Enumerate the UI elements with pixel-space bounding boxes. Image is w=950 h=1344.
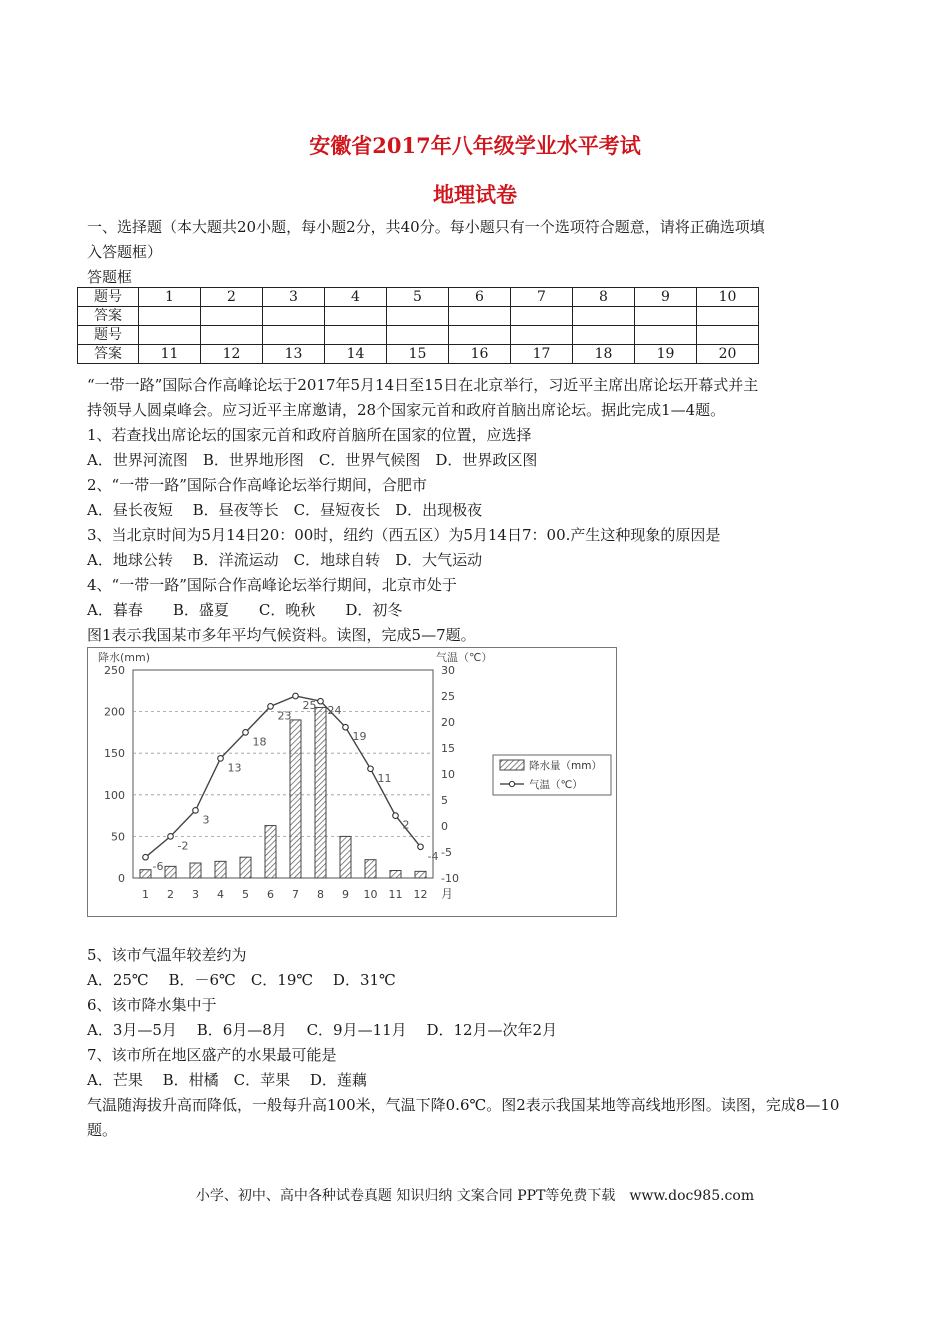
- answer-table-cell: [325, 307, 387, 326]
- question-1-options: A．世界河流图 B．世界地形图 C．世界气候图 D．世界政区图: [87, 451, 538, 469]
- left-tick-label: 50: [111, 830, 125, 844]
- answer-table-row-header: 答案: [78, 345, 139, 364]
- left-tick-label: 0: [118, 872, 125, 885]
- x-tick-label: 3: [192, 888, 199, 901]
- question-4-options: A．暮春 B．盛夏 C．晚秋 D．初冬: [87, 601, 403, 619]
- x-tick-label: 7: [292, 888, 299, 901]
- x-tick-label: 11: [388, 888, 403, 901]
- answer-table-cell: 18: [573, 345, 635, 364]
- exam-subtitle: 地理试卷: [433, 182, 517, 207]
- section-instructions-line1: 一、选择题（本大题共20小题，每小题2分，共40分。每小题只有一个选项符合题意，请将正确选项填: [87, 218, 765, 236]
- temperature-data-label: 13: [227, 761, 242, 775]
- answer-table-cell: [139, 307, 201, 326]
- precip-bar: [390, 871, 401, 878]
- answer-table-row: [78, 288, 759, 307]
- answer-table-row-header: 题号: [78, 288, 139, 307]
- right-tick-label: -5: [441, 846, 452, 859]
- temperature-point: [218, 756, 224, 762]
- climate-chart: [87, 647, 617, 917]
- answer-table-cell: [511, 307, 573, 326]
- legend-line-marker: [509, 781, 514, 786]
- answer-table-row: [78, 326, 759, 345]
- question-3-stem: 3、当北京时间为5月14日20：00时，纽约（西五区）为5月14日7：00.产生这种现象的原因是: [87, 526, 721, 544]
- temperature-point: [343, 724, 349, 730]
- answer-table-cell: [573, 307, 635, 326]
- left-tick-label: 150: [104, 747, 125, 761]
- temperature-data-label: 25: [302, 699, 317, 712]
- right-tick-label: 5: [441, 794, 448, 807]
- left-axis-label: 降水(mm): [98, 651, 151, 664]
- answer-table-cell: [325, 326, 387, 345]
- precip-bar: [340, 836, 351, 878]
- precip-bar: [140, 870, 151, 878]
- precip-bar: [215, 861, 226, 878]
- temperature-data-label: 2: [402, 818, 410, 832]
- answer-table-cell: 8: [573, 288, 635, 307]
- answer-table-cell: [449, 326, 511, 345]
- answer-table-cell: 10: [697, 288, 759, 307]
- answer-table-cell: [511, 326, 573, 345]
- temperature-data-label: 23: [277, 709, 292, 723]
- question-7-stem: 7、该市所在地区盛产的水果最可能是: [87, 1046, 337, 1064]
- right-tick-label: 20: [441, 716, 455, 729]
- answer-table-cell: 3: [263, 288, 325, 307]
- temperature-point: [318, 698, 324, 704]
- question-6-stem: 6、该市降水集中于: [87, 996, 217, 1014]
- temperature-data-label: 3: [202, 813, 210, 827]
- x-tick-label: 4: [217, 888, 224, 901]
- question-4-stem: 4、“一带一路”国际合作高峰论坛举行期间，北京市处于: [87, 576, 457, 594]
- temperature-point: [418, 844, 424, 850]
- temperature-data-label: 11: [377, 771, 392, 785]
- temperature-data-label: 24: [327, 704, 342, 718]
- figure1-intro: 图1表示我国某市多年平均气候资料。读图，完成5—7题。: [87, 626, 476, 644]
- temperature-data-label: -6: [152, 860, 164, 874]
- left-tick-label: 250: [104, 664, 125, 677]
- question-5-options: A．25℃ B．－6℃ C．19℃ D．31℃: [87, 971, 396, 989]
- answer-table: [77, 287, 759, 364]
- question-2-stem: 2、“一带一路”国际合作高峰论坛举行期间，合肥市: [87, 476, 427, 494]
- x-tick-label: 9: [342, 888, 349, 901]
- answer-table-cell: 12: [201, 345, 263, 364]
- answer-table-cell: [387, 326, 449, 345]
- answer-table-cell: 2: [201, 288, 263, 307]
- right-tick-label: 0: [441, 820, 448, 833]
- answer-table-cell: [263, 307, 325, 326]
- legend-bar-swatch: [500, 760, 524, 770]
- temperature-data-label: -4: [427, 849, 439, 863]
- answer-table-cell: 1: [139, 288, 201, 307]
- temperature-point: [193, 808, 199, 814]
- precip-bar: [290, 720, 301, 878]
- answer-table-cell: [697, 307, 759, 326]
- x-tick-label: 2: [167, 888, 174, 901]
- x-tick-label: 6: [267, 888, 274, 901]
- answer-table-row-header: 题号: [78, 326, 139, 345]
- left-tick-label: 200: [104, 705, 125, 719]
- answer-table-cell: [139, 326, 201, 345]
- x-tick-label: 8: [317, 888, 324, 901]
- answer-table-cell: [387, 307, 449, 326]
- temperature-point: [268, 704, 274, 710]
- answer-table-cell: [263, 326, 325, 345]
- answer-table-cell: [635, 307, 697, 326]
- climate-chart-svg: [88, 648, 616, 916]
- temperature-point: [143, 854, 149, 860]
- precip-bar: [365, 860, 376, 878]
- answer-table-cell: [635, 326, 697, 345]
- section-instructions-line2: 入答题框）: [87, 243, 163, 261]
- temperature-point: [243, 730, 249, 736]
- temperature-point: [393, 813, 399, 819]
- answer-table-cell: 14: [325, 345, 387, 364]
- answer-table-cell: [201, 307, 263, 326]
- right-axis-label: 气温（℃）: [436, 651, 493, 664]
- x-tick-label: 12: [413, 888, 428, 901]
- answer-box-label: 答题框: [87, 268, 133, 286]
- exam-title: 安徽省2017年八年级学业水平考试: [309, 133, 641, 158]
- answer-table-cell: 7: [511, 288, 573, 307]
- passage1-line1: “一带一路”国际合作高峰论坛于2017年5月14日至15日在北京举行，习近平主席出席论坛开幕式并主: [87, 376, 759, 394]
- legend-bar-label: 降水量（mm）: [529, 760, 602, 772]
- x-tick-label: 5: [242, 888, 249, 901]
- passage2: 气温随海拔升高而降低，一般每升高100米，气温下降0.6℃。图2表示我国某地等高线地形图。读图，完成8—10题。: [87, 1096, 840, 1139]
- answer-table-cell: 13: [263, 345, 325, 364]
- temperature-data-label: 19: [352, 730, 367, 744]
- left-tick-label: 100: [104, 788, 125, 802]
- right-tick-label: 30: [441, 664, 455, 677]
- passage1-line2: 持领导人圆桌峰会。应习近平主席邀请，28个国家元首和政府首脑出席论坛。据此完成1—4题。: [87, 401, 726, 419]
- answer-table-row: [78, 307, 759, 326]
- answer-table-cell: 11: [139, 345, 201, 364]
- temperature-data-label: 18: [252, 735, 267, 749]
- answer-table-cell: 19: [635, 345, 697, 364]
- x-tick-label: 1: [142, 888, 149, 901]
- legend-line-label: 气温（℃）: [529, 779, 583, 791]
- answer-table-cell: 4: [325, 288, 387, 307]
- x-tick-label: 10: [363, 888, 378, 901]
- precip-bar: [415, 871, 426, 878]
- precip-bar: [165, 866, 176, 878]
- answer-table-cell: 15: [387, 345, 449, 364]
- precip-bar: [190, 863, 201, 878]
- answer-table-cell: 6: [449, 288, 511, 307]
- answer-table-cell: [449, 307, 511, 326]
- question-7-options: A．芒果 B．柑橘 C．苹果 D．莲藕: [87, 1071, 367, 1089]
- question-3-options: A．地球公转 B．洋流运动 C．地球自转 D．大气运动: [87, 551, 483, 569]
- answer-table-cell: [573, 326, 635, 345]
- answer-table-cell: 9: [635, 288, 697, 307]
- answer-table-cell: 20: [697, 345, 759, 364]
- question-6-options: A．3月—5月 B．6月—8月 C．9月—11月 D．12月—次年2月: [87, 1021, 558, 1039]
- answer-table-row: [78, 345, 759, 364]
- temperature-point: [293, 693, 299, 699]
- right-tick-label: -10: [441, 872, 459, 885]
- right-tick-label: 15: [441, 742, 455, 755]
- precip-bar: [265, 826, 276, 878]
- answer-table-cell: [201, 326, 263, 345]
- precip-bar: [240, 857, 251, 878]
- answer-table-cell: 17: [511, 345, 573, 364]
- temperature-point: [368, 766, 374, 772]
- right-tick-label: 10: [441, 768, 455, 781]
- question-2-options: A．昼长夜短 B．昼夜等长 C．昼短夜长 D．出现极夜: [87, 501, 483, 519]
- right-tick-label: 25: [441, 690, 455, 703]
- x-unit-label: 月: [441, 887, 454, 901]
- page-footer: 小学、初中、高中各种试卷真题 知识归纳 文案合同 PPT等免费下载 www.doc985.com: [195, 1188, 755, 1204]
- temperature-data-label: -2: [177, 839, 189, 853]
- question-1-stem: 1、若查找出席论坛的国家元首和政府首脑所在国家的位置，应选择: [87, 426, 532, 444]
- answer-table-cell: [697, 326, 759, 345]
- precip-bar: [315, 707, 326, 878]
- temperature-point: [168, 834, 174, 840]
- answer-table-cell: 16: [449, 345, 511, 364]
- question-5-stem: 5、该市气温年较差约为: [87, 946, 247, 964]
- answer-table-cell: 5: [387, 288, 449, 307]
- answer-table-row-header: 答案: [78, 307, 139, 326]
